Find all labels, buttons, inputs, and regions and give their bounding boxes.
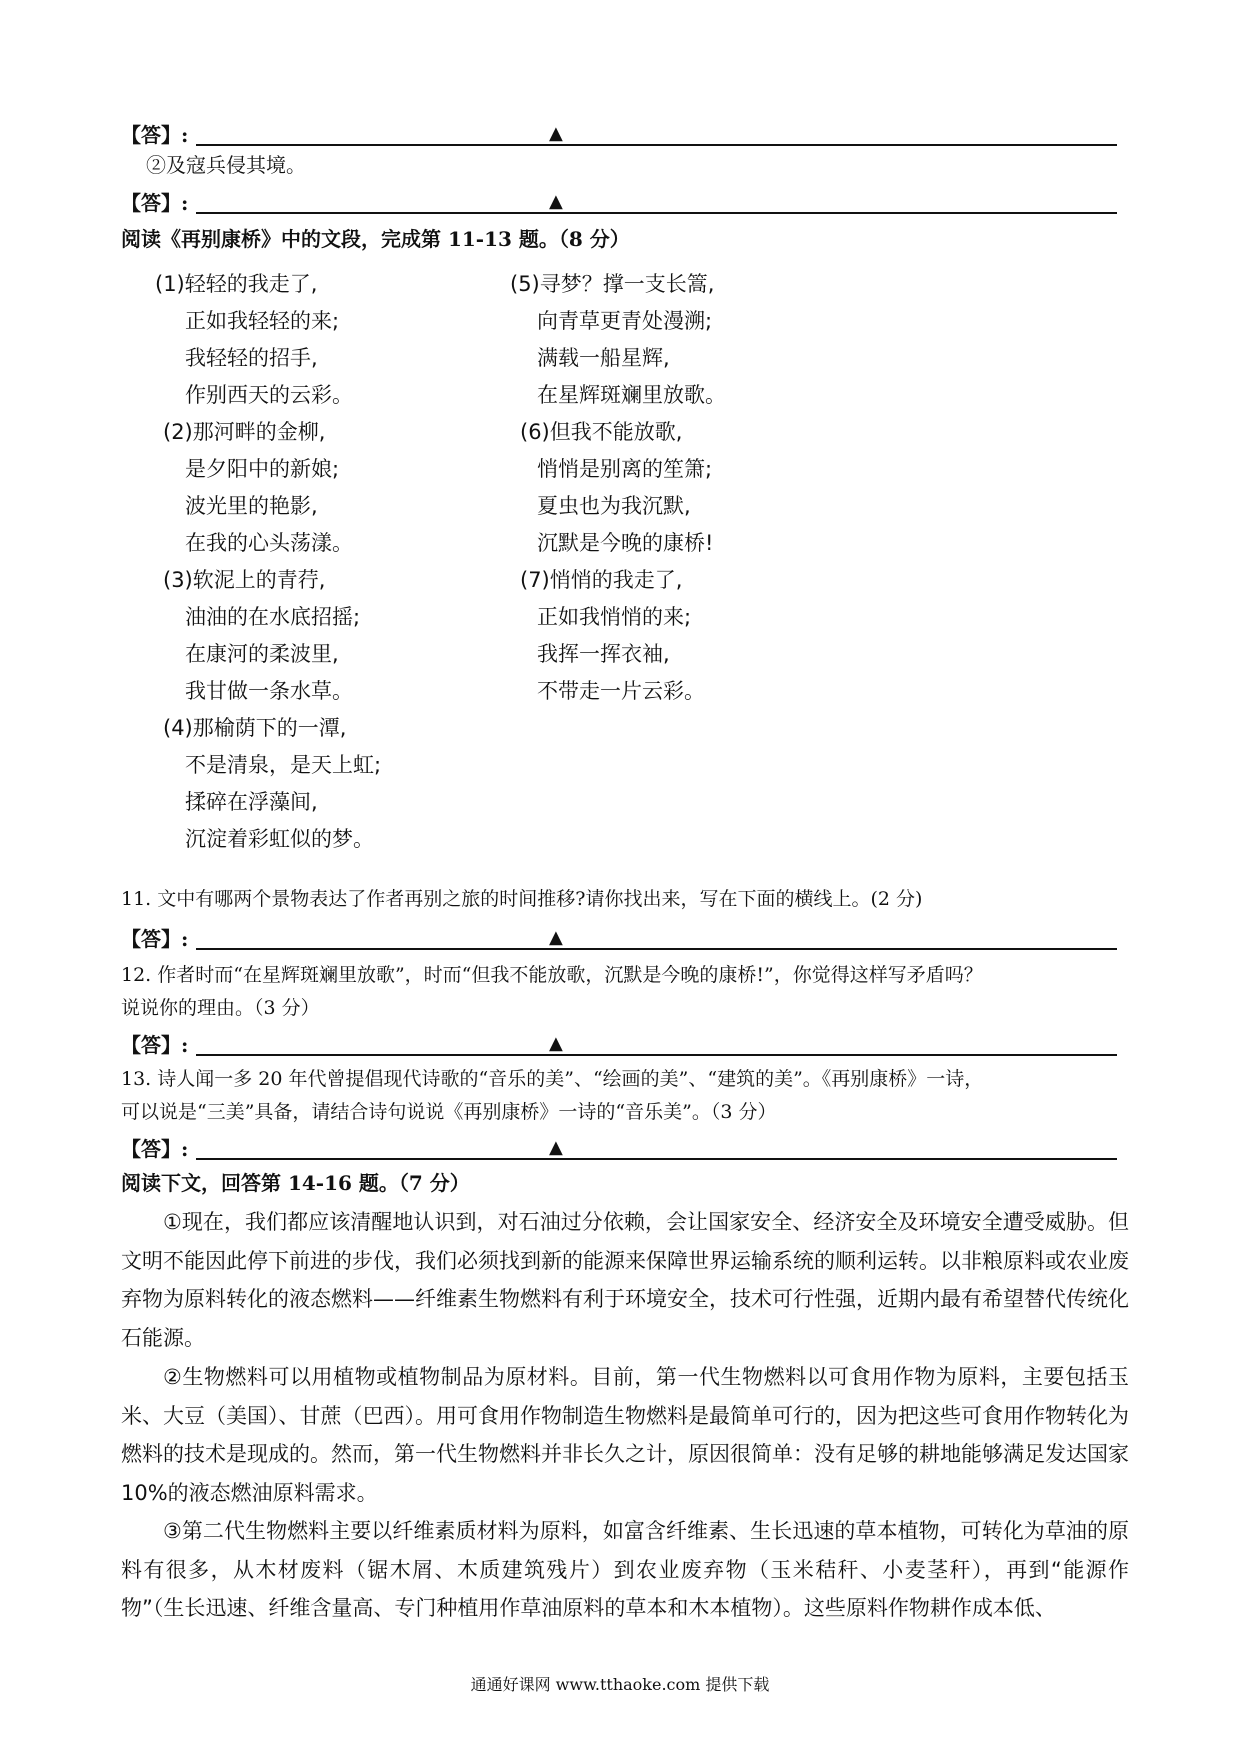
poem-line: (4)那榆荫下的一潭,: [163, 716, 347, 740]
poem-line: 正如我悄悄的来;: [537, 605, 692, 629]
section-header: 阅读《再别康桥》中的文段，完成第 11-13 题。（8 分）: [121, 227, 630, 251]
poem-line: 我挥一挥衣袖,: [537, 642, 670, 666]
poem-line: 我甘做一条水草。: [185, 679, 353, 703]
poem-line: 是夕阳中的新娘;: [185, 457, 340, 481]
question-12-cont: 说说你的理由。（3 分）: [121, 997, 320, 1019]
triangle-marker-icon: ▲: [549, 123, 563, 144]
passage-paragraph-2: ②生物燃料可以用植物或植物制品为原材料。目前，第一代生物燃料以可食用作物为原料，主要包括玉米、大豆（美国）、甘蔗（巴西）。用可食用作物制造生物燃料是最简单可行的，因为把这些可食用作物转化为燃料的技术是现成的。然而，第一代生物燃料并非长久之计，原因很简单：没有足够的耕地能够满足发达国家 10%的液态燃油原料需求。: [121, 1365, 1129, 1505]
question-11: 11. 文中有哪两个景物表达了作者再别之旅的时间推移?请你找出来，写在下面的横线上。(2 分): [121, 888, 923, 910]
answer-label: 【答】:: [121, 1137, 189, 1161]
poem-line: 夏虫也为我沉默,: [537, 494, 691, 518]
page-footer: 通通好课网 www.tthaoke.com 提供下载: [470, 1675, 770, 1694]
answer-label: 【答】:: [121, 1033, 189, 1057]
q10-item-2: ②及寇兵侵其境。: [146, 153, 306, 177]
answer-label: 【答】:: [121, 191, 189, 215]
answer-underline: [196, 1054, 1117, 1056]
answer-label: 【答】:: [121, 927, 189, 951]
poem-line: (2)那河畔的金柳,: [163, 420, 326, 444]
poem-line: (1)轻轻的我走了,: [155, 272, 318, 296]
poem-line: 沉淀着彩虹似的梦。: [185, 827, 374, 851]
question-13: 13. 诗人闻一多 20 年代曾提倡现代诗歌的“音乐的美”、“绘画的美”、“建筑的美”。《再别康桥》一诗，: [121, 1068, 984, 1090]
answer-line: [121, 1132, 1117, 1166]
passage-paragraph-3: ③第二代生物燃料主要以纤维素质材料为原料，如富含纤维素、生长迅速的草本植物，可转化为草油的原料有很多，从木材废料（锯木屑、木质建筑残片）到农业废弃物（玉米秸秆、小麦茎秆），再到“能源作物”（生长迅速、纤维含量高、专门种植用作草油原料的草本和木本植物）。这些原料作物耕作成本低、: [121, 1519, 1129, 1620]
poem-line: 我轻轻的招手,: [185, 346, 318, 370]
triangle-marker-icon: ▲: [549, 191, 563, 212]
poem-line: 油油的在水底招摇;: [185, 605, 361, 629]
poem-line: (7)悄悄的我走了,: [520, 568, 683, 592]
section-header: 阅读下文，回答第 14-16 题。（7 分）: [121, 1171, 470, 1195]
answer-label: 【答】:: [121, 123, 189, 147]
poem-line: (5)寻梦？撑一支长篙,: [510, 272, 715, 296]
poem-line: 满载一船星辉,: [537, 346, 670, 370]
poem-line: 波光里的艳影,: [185, 494, 318, 518]
poem-line: 不是清泉，是天上虹;: [185, 753, 382, 777]
triangle-marker-icon: ▲: [549, 1033, 563, 1054]
poem-line: 向青草更青处漫溯;: [537, 309, 713, 333]
passage-paragraph-1: ①现在，我们都应该清醒地认识到，对石油过分依赖，会让国家安全、经济安全及环境安全遭受威胁。但文明不能因此停下前进的步伐，我们必须找到新的能源来保障世界运输系统的顺利运转。以非粮原料或农业废弃物为原料转化的液态燃料——纤维素生物燃料有利于环境安全，技术可行性强，近期内最有希望替代传统化石能源。: [121, 1210, 1129, 1350]
answer-line: [121, 186, 1117, 220]
triangle-marker-icon: ▲: [549, 927, 563, 948]
answer-line: [121, 118, 1117, 152]
answer-underline: [196, 212, 1117, 214]
question-12: 12. 作者时而“在星辉斑斓里放歌”，时而“但我不能放歌，沉默是今晚的康桥!”，你觉得这样写矛盾吗？: [121, 964, 983, 986]
poem-line: 在星辉斑斓里放歌。: [537, 383, 726, 407]
answer-underline: [196, 1158, 1117, 1160]
poem-line: (3)软泥上的青荇,: [163, 568, 326, 592]
poem-line: 不带走一片云彩。: [537, 679, 705, 703]
answer-underline: [196, 948, 1117, 950]
answer-line: [121, 922, 1117, 956]
poem-line: 作别西天的云彩。: [185, 383, 353, 407]
poem-line: 在我的心头荡漾。: [185, 531, 353, 555]
poem-line: 揉碎在浮藻间,: [185, 790, 318, 814]
answer-underline: [196, 144, 1117, 146]
poem-line: 悄悄是别离的笙箫;: [537, 457, 713, 481]
question-13-cont: 可以说是“三美”具备，请结合诗句说说《再别康桥》一诗的“音乐美”。（3 分）: [121, 1101, 777, 1123]
answer-line: [121, 1028, 1117, 1062]
poem-line: 正如我轻轻的来;: [185, 309, 340, 333]
triangle-marker-icon: ▲: [549, 1137, 563, 1158]
poem-line: 沉默是今晚的康桥!: [537, 531, 714, 555]
poem-line: (6)但我不能放歌,: [520, 420, 683, 444]
poem-line: 在康河的柔波里,: [185, 642, 339, 666]
